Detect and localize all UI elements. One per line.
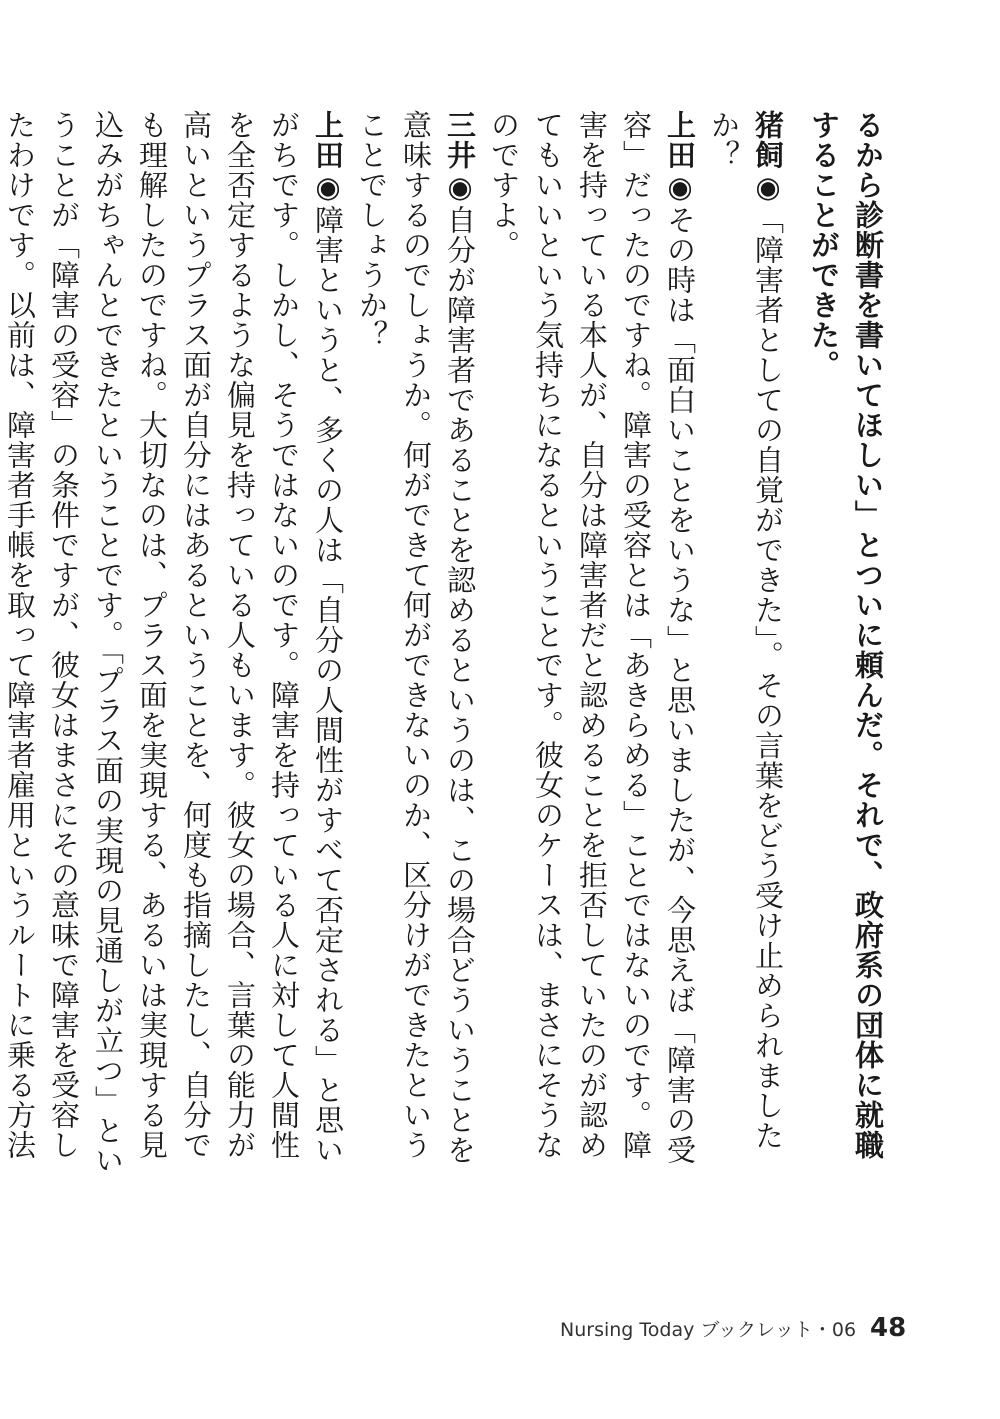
vertical-text-block — [3, 110, 890, 1180]
speaker-name: 三井 — [443, 110, 477, 170]
speaker-marker: ◉ — [751, 170, 785, 205]
dialogue-text: 自分が障害者であることを認めるというのは、この場合どういうことを意味するのでしょうか。何ができて何ができないのか、区分けができたということでしょうか？ — [355, 110, 477, 1165]
speaker-marker: ◉ — [663, 170, 697, 205]
page-footer — [560, 1308, 907, 1348]
page-number: 48 — [870, 1313, 907, 1343]
dialogue-paragraph — [482, 110, 702, 1180]
speaker-name: 上田 — [311, 110, 345, 170]
speaker-marker: ◉ — [443, 170, 477, 205]
dialogue-paragraph — [702, 110, 790, 1180]
speaker-marker: ◉ — [311, 170, 345, 205]
dialogue-text: その時は「面白いことをいうな」と思いましたが、今思えば「障害の受容」だったのですね。障害の受容とは「あきらめる」ことではないのです。障害を持っている本人が、自分は障害者だと認めることを拒否していたのが認めてもいいという気持ちになるということです。彼女のケースは、まさにそうなのですよ。 — [487, 110, 697, 1165]
dialogue-text: 障害というと、多くの人は「自分の人間性がすべて否定される」と思いがちです。しかし、そうではないのです。障害を持っている人に対して人間性を全否定するような偏見を持っている人もいます。彼女の場合、言葉の能力が高いというプラス面が自分にはあるということを、何度も指摘したし、自分でも理解したのですね。大切なのは、プラス面を実現する、あるいは実現する見込みがちゃんとできたということです。「プラス面の実現の見通しが立つ」ということが「障害の受容」の条件ですが、彼女はまさにその意味で障害を受容したわけです。以前は、障害者手帳を取って障害者雇用というルートに乗る方法 — [3, 110, 345, 1176]
dialogue-paragraph — [350, 110, 482, 1180]
footer-title: Nursing Today ブックレット・06 — [560, 1318, 857, 1341]
dialogue-text: 「障害者としての自覚ができた」。その言葉をどう受け止められましたか？ — [707, 110, 785, 1151]
speaker-name: 上田 — [663, 110, 697, 170]
dialogue-paragraph — [0, 110, 350, 1180]
lead-paragraph: るから診断書を書いてほしい」とついに頼んだ。それで、政府系の団体に就職することができた。 — [807, 110, 885, 1160]
speaker-name: 猪飼 — [751, 110, 785, 170]
